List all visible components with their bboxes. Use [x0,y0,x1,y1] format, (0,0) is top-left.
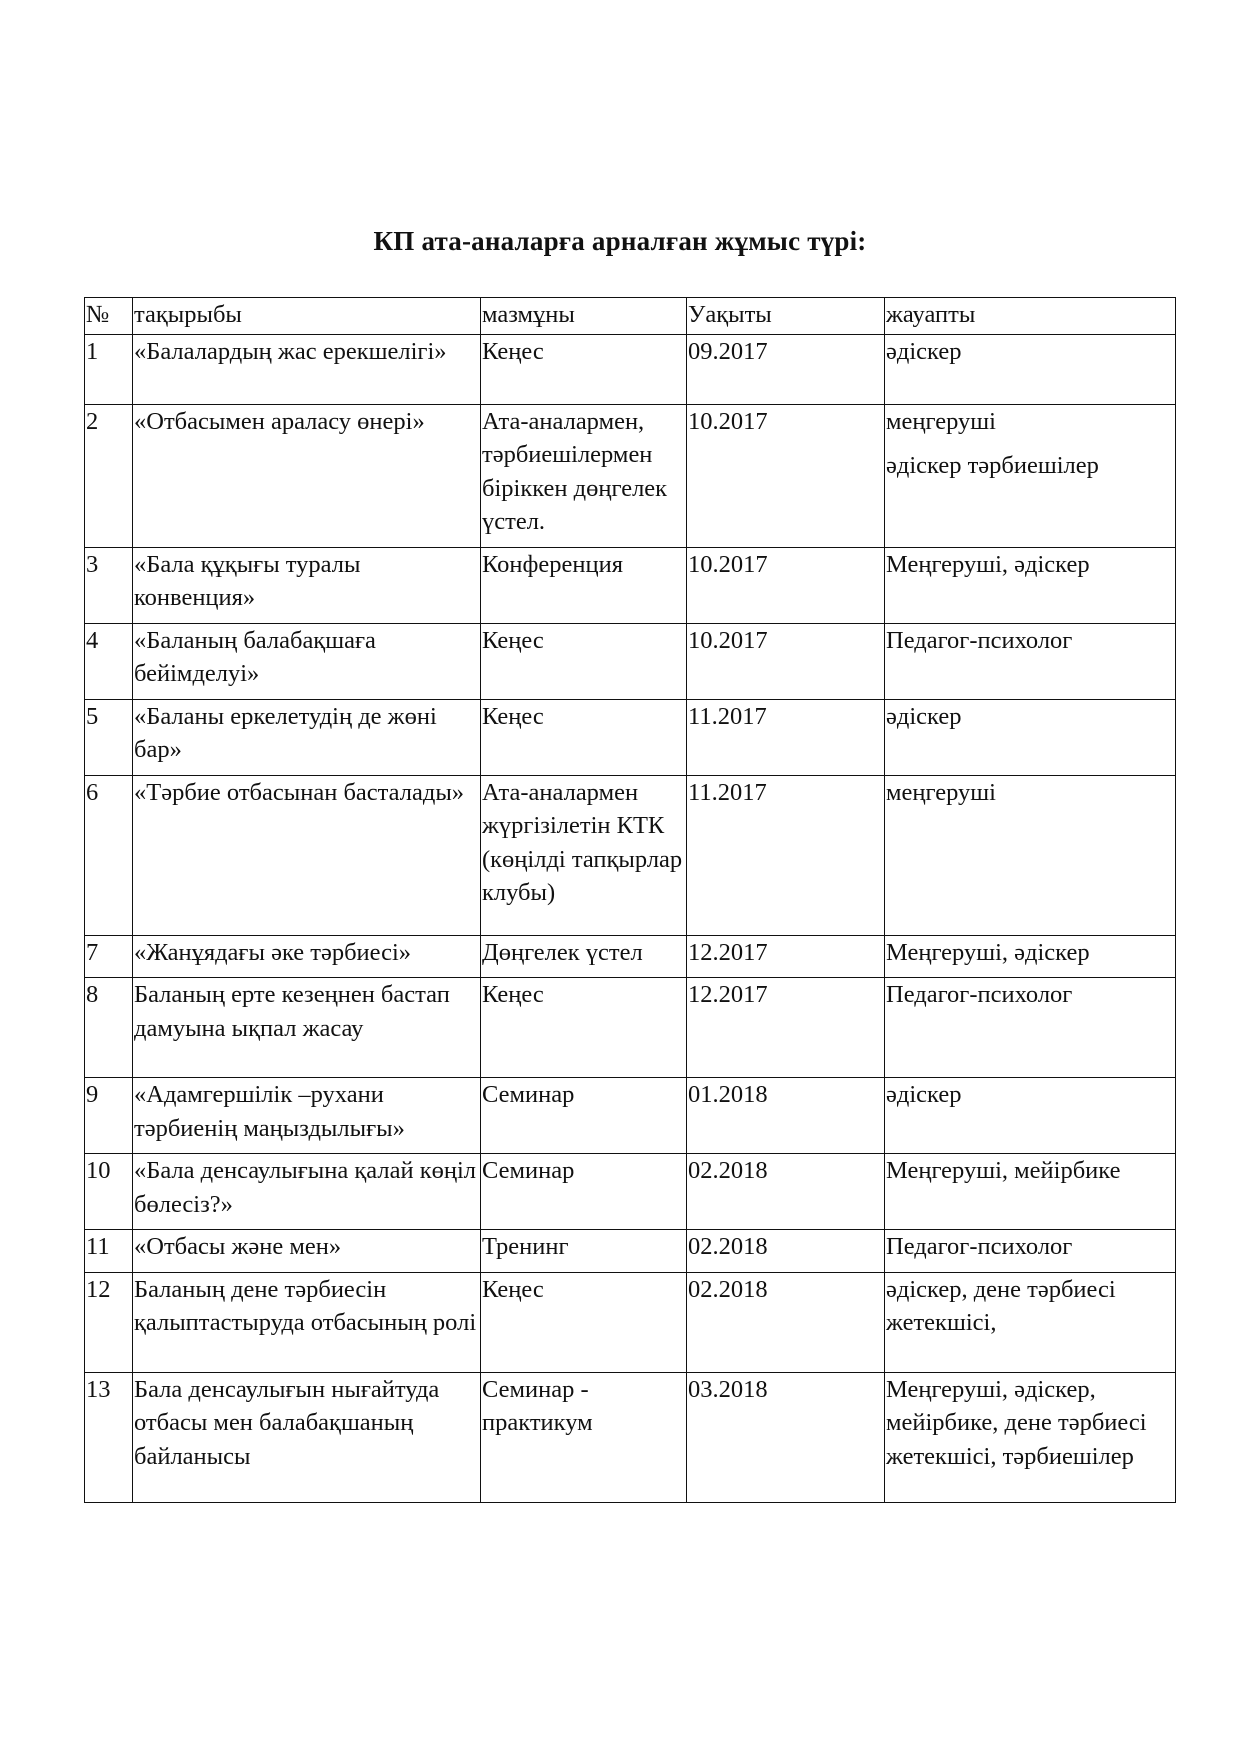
cell-content: Кеңес [481,623,687,699]
cell-responsible [885,1154,1176,1230]
cell-responsible [885,623,1176,699]
header-content: мазмұны [481,298,687,335]
responsible-line: Педагог-психолог [886,981,1073,1008]
cell-responsible [885,1078,1176,1154]
cell-topic: Баланың ерте кезеңнен бастап дамуына ықпал жасау [133,978,481,1078]
cell-time: 02.2018 [687,1230,885,1273]
cell-number: 9 [85,1078,133,1154]
table-row [85,775,1176,935]
page-title: КП ата-аналарға арналған жұмыс түрі: [373,226,867,256]
cell-number: 12 [85,1272,133,1372]
responsible-line: Педагог-психолог [886,626,1073,654]
cell-responsible [885,334,1176,404]
cell-responsible [885,775,1176,935]
cell-content: Кеңес [481,334,687,404]
cell-responsible [885,935,1176,978]
cell-responsible [885,1272,1176,1372]
cell-content: Семинар [481,1154,687,1230]
cell-topic: «Бала денсаулығына қалай көңіл бөлесіз?» [133,1154,481,1230]
cell-content: Ата-аналармен жүргізілетін КТК (көңілді тапқырлар клубы) [481,775,687,935]
cell-content: Дөңгелек үстел [481,935,687,978]
table-row [85,404,1176,547]
table-row [85,699,1176,775]
table-body [85,334,1176,1502]
cell-responsible [885,699,1176,775]
table-row [85,1230,1176,1273]
cell-time: 10.2017 [687,404,885,547]
cell-topic: «Бала құқығы туралы конвенция» [133,547,481,623]
responsible-line: әдіскер [886,1081,962,1108]
cell-time: 03.2018 [687,1372,885,1502]
table-row [85,547,1176,623]
cell-content: Семинар - практикум [481,1372,687,1502]
cell-time: 11.2017 [687,699,885,775]
cell-content: Семинар [481,1078,687,1154]
cell-content: Кеңес [481,699,687,775]
cell-time: 12.2017 [687,978,885,1078]
responsible-line: әдіскер тәрбиешілер [886,452,1099,479]
cell-topic: «Баланың балабақшаға бейімделуі» [133,623,481,699]
cell-topic: Баланың дене тәрбиесін қалыптастыруда отбасының ролі [133,1272,481,1372]
table-row [85,1078,1176,1154]
cell-topic: «Адамгершілік –рухани тәрбиенің маңыздылығы» [133,1078,481,1154]
responsible-line: әдіскер, дене тәрбиесі жетекшісі, [886,1275,1116,1336]
responsible-line: меңгеруші [886,407,996,435]
responsible-line: Меңгеруші, әдіскер [886,550,1090,578]
cell-topic: «Отбасы және мен» [133,1230,481,1273]
cell-number: 5 [85,699,133,775]
table-row [85,935,1176,978]
cell-time: 12.2017 [687,935,885,978]
cell-number: 3 [85,547,133,623]
cell-content: Кеңес [481,1272,687,1372]
table-header-row [85,298,1176,335]
header-time: Уақыты [687,298,885,335]
responsible-line: меңгеруші [886,778,996,806]
table-row [85,1372,1176,1502]
responsible-line: Меңгеруші, мейірбике [886,1157,1121,1184]
cell-topic: Бала денсаулығын нығайтуда отбасы мен балабақшаның байланысы [133,1372,481,1502]
cell-topic: «Баланы еркелетудің де жөні бар» [133,699,481,775]
cell-responsible [885,404,1176,547]
cell-responsible [885,1372,1176,1502]
cell-topic: «Жанұядағы әке тәрбиесі» [133,935,481,978]
cell-time: 02.2018 [687,1272,885,1372]
cell-number: 8 [85,978,133,1078]
cell-content: Ата-аналармен, тәрбиешілермен біріккен дөңгелек үстел. [481,404,687,547]
cell-number: 4 [85,623,133,699]
cell-topic: «Отбасымен араласу өнері» [133,404,481,547]
cell-number: 7 [85,935,133,978]
cell-number: 10 [85,1154,133,1230]
cell-number: 13 [85,1372,133,1502]
cell-number: 2 [85,404,133,547]
parent-work-plan-table [84,297,1176,1503]
cell-content: Кеңес [481,978,687,1078]
cell-number: 11 [85,1230,133,1273]
table-row [85,1272,1176,1372]
responsible-line: әдіскер [886,337,962,365]
table-row [85,334,1176,404]
cell-time: 11.2017 [687,775,885,935]
responsible-line: Меңгеруші, әдіскер [886,938,1090,966]
table-row [85,1154,1176,1230]
cell-content: Конференция [481,547,687,623]
responsible-line: әдіскер [886,702,962,730]
table-row [85,623,1176,699]
cell-time: 10.2017 [687,547,885,623]
cell-number: 1 [85,334,133,404]
table-row [85,978,1176,1078]
cell-time: 02.2018 [687,1154,885,1230]
cell-responsible [885,547,1176,623]
header-number: № [85,298,133,335]
cell-content: Тренинг [481,1230,687,1273]
cell-time: 10.2017 [687,623,885,699]
header-responsible: жауапты [885,298,1176,335]
cell-responsible [885,978,1176,1078]
responsible-line: Педагог-психолог [886,1233,1073,1260]
cell-time: 09.2017 [687,334,885,404]
cell-number: 6 [85,775,133,935]
cell-time: 01.2018 [687,1078,885,1154]
cell-responsible [885,1230,1176,1273]
cell-topic: «Тәрбие отбасынан басталады» [133,775,481,935]
cell-topic: «Балалардың жас ерекшелігі» [133,334,481,404]
responsible-line: Меңгеруші, әдіскер, мейірбике, дене тәрбиесі жетекшісі, тәрбиешілер [886,1375,1147,1470]
header-topic: тақырыбы [133,298,481,335]
